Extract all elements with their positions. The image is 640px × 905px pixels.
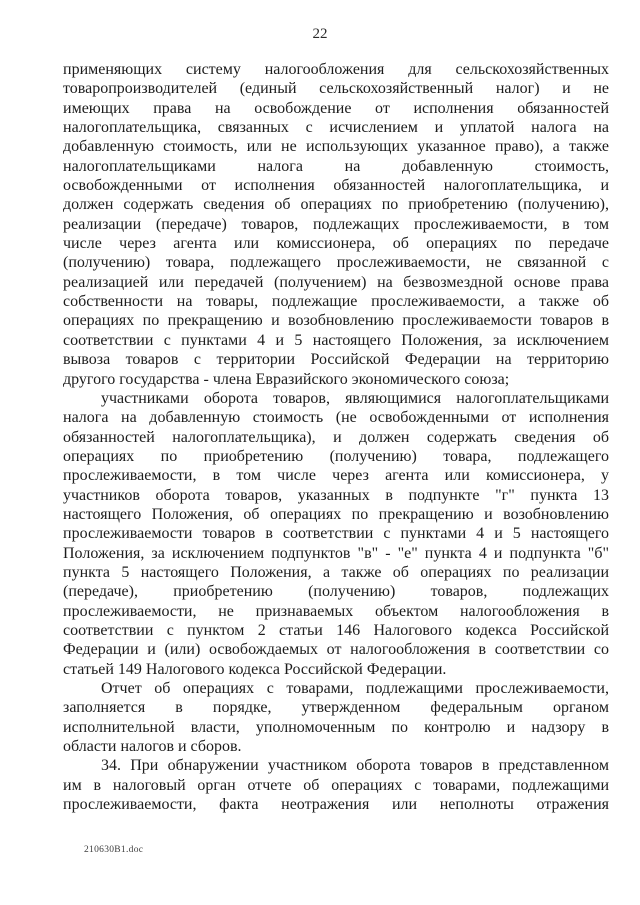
page-number: 22 [312, 26, 328, 42]
text-line: области налогов и сборов. [63, 738, 242, 756]
text-line: налогоплательщиками налога на добавленную стоимость, [63, 157, 609, 175]
text-line: вывоза товаров с территории Российской Федерации на территорию [63, 351, 609, 369]
text-line: обязанностей налогоплательщика), и должен содержать сведения об [63, 428, 609, 446]
text-line: 34. При обнаружении участником оборота товаров в представленном [101, 757, 609, 775]
text-line: освобожденными от исполнения обязанностей налогоплательщика, и [63, 177, 609, 195]
text-line: соответствии с пунктами 4 и 5 настоящего Положения, за исключением [63, 331, 609, 349]
text-line: исполнительной власти, уполномоченным по контролю и надзору в [63, 718, 609, 736]
text-line: статьей 149 Налогового кодекса Российской Федерации. [63, 660, 447, 678]
text-line: им в налоговый орган отчете об операциях с товарами, подлежащими [63, 776, 609, 794]
text-line: участников оборота товаров, указанных в подпункте "г" пункта 13 [63, 486, 609, 504]
text-line: Отчет об операциях с товарами, подлежащими прослеживаемости, [101, 680, 609, 697]
document-body [63, 60, 609, 814]
text-line: прослеживаемости, не признаваемых объектом налогообложения в [63, 602, 609, 620]
text-line: настоящего Положения, об операциях по прекращению и возобновлению [63, 505, 609, 523]
text-line: применяющих систему налогообложения для сельскохозяйственных [63, 61, 609, 78]
text-line: прослеживаемости, факта неотражения или неполноты отражения [63, 796, 609, 814]
text-line: реализации (передаче) товаров, подлежащих прослеживаемости, в том [63, 215, 609, 233]
text-line: собственности на товары, подлежащие прослеживаемости, а также об [63, 293, 609, 311]
document-filename: 210630B1.doc [84, 845, 144, 855]
text-line: Федерации и (или) освобождаемых от налогообложения в соответствии со [63, 641, 609, 659]
text-line: операциях по прекращению и возобновлению прослеживаемости товаров в [63, 312, 609, 330]
text-line: другого государства - члена Евразийского экономического союза; [63, 370, 510, 388]
text-line: Положения, за исключением подпунктов "в" - "е" пункта 4 и подпункта "б" [63, 544, 609, 562]
text-line: товаропроизводителей (единый сельскохозяйственный налог) и не [63, 80, 609, 98]
text-line: налогоплательщика, связанных с исчислением и уплатой налога на [63, 119, 609, 137]
text-line: добавленную стоимость, или не использующих указанное право), а также [63, 138, 609, 156]
text-line: имеющих права на освобождение от исполнения обязанностей [63, 99, 609, 117]
text-line: (передаче), приобретению (получению) товаров, подлежащих [63, 583, 609, 601]
text-line: пункта 5 настоящего Положения, а также об операциях по реализации [63, 563, 609, 581]
text-line: должен содержать сведения об операциях по приобретению (получению), [63, 196, 609, 214]
text-line: соответствии с пунктом 2 статьи 146 Налогового кодекса Российской [63, 621, 609, 639]
text-line: налога на добавленную стоимость (не освобожденными от исполнения [63, 409, 609, 427]
text-line: реализацией или передачей (получением) на безвозмездной основе права [63, 273, 609, 291]
text-line: участниками оборота товаров, являющимися налогоплательщиками [101, 389, 609, 407]
text-line: прослеживаемости товаров в соответствии с пунктами 4 и 5 настоящего [63, 525, 609, 543]
text-line: числе через агента или комиссионера, об операциях по передаче [63, 235, 609, 253]
text-line: прослеживаемости, в том числе через агента или комиссионера, у [63, 467, 609, 485]
text-line: заполняется в порядке, утвержденном федеральным органом [63, 699, 609, 717]
text-line: операциях по приобретению (получению) товара, подлежащего [63, 447, 609, 465]
text-line: (получению) товара, подлежащего прослеживаемости, не связанной с [63, 254, 609, 272]
